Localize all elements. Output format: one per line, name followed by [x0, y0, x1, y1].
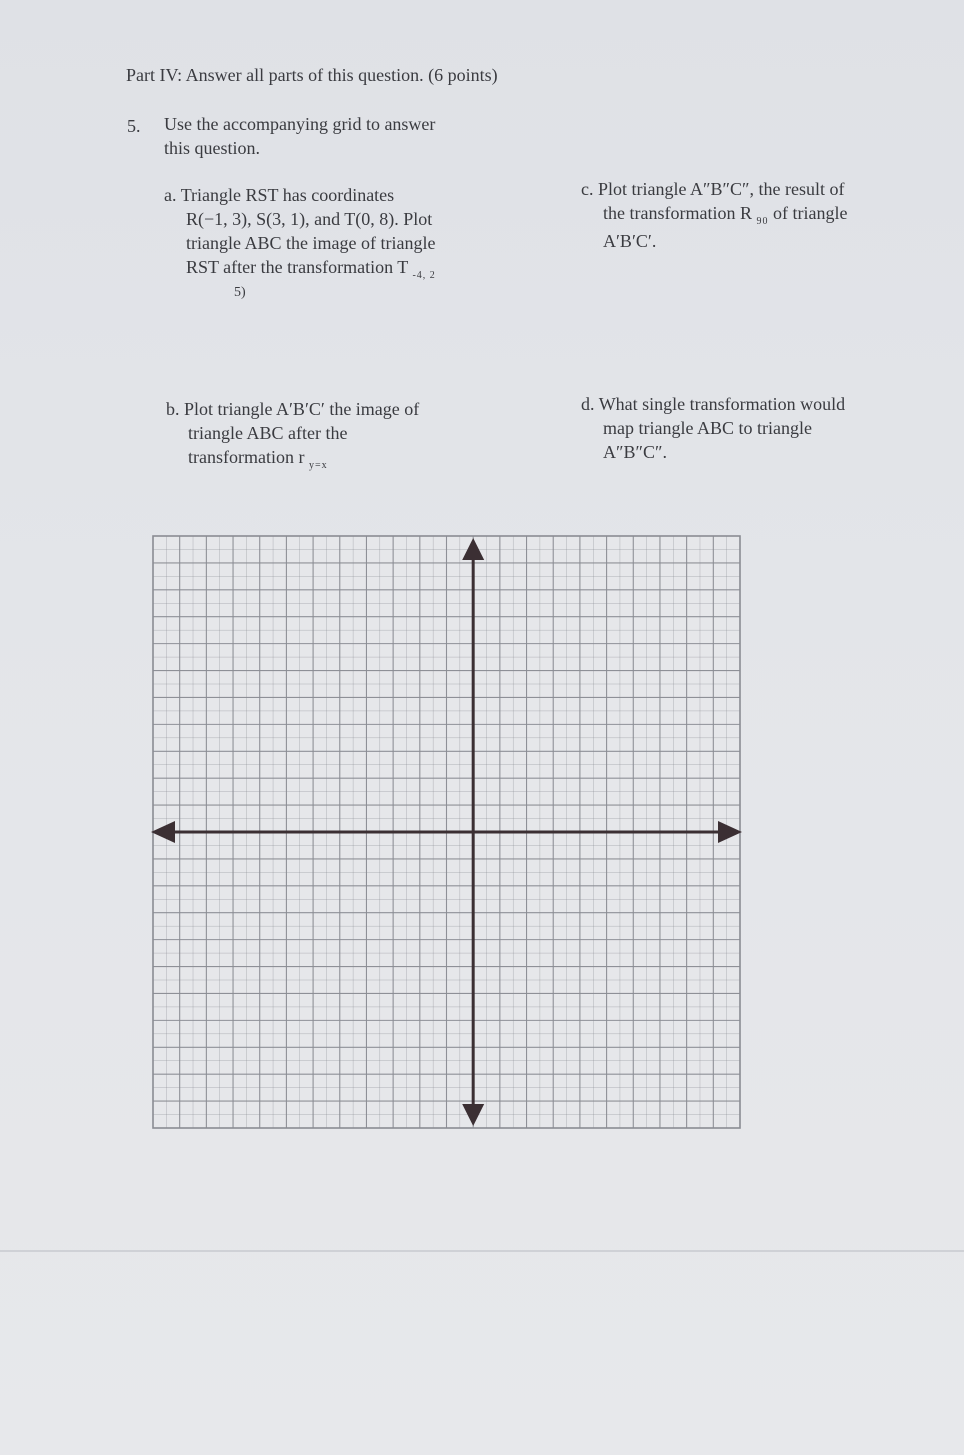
- part-a-line-3: triangle ABC the image of triangle: [186, 233, 436, 253]
- part-a-subscript: -4, 2: [412, 270, 436, 281]
- part-c-line-2b: of triangle: [772, 203, 848, 223]
- part-d-letter: d.: [581, 394, 595, 414]
- part-d: [581, 392, 845, 464]
- part-c-line-2: the transformation R: [603, 203, 752, 223]
- part-b-line-3: transformation r: [188, 447, 305, 467]
- part-a-line-4: RST after the transformation T: [186, 257, 408, 277]
- part-c-line-1: Plot triangle A″B″C″, the result of: [598, 179, 845, 199]
- part-a-line-2: R(−1, 3), S(3, 1), and T(0, 8). Plot: [186, 209, 433, 229]
- question-line-2: this question.: [164, 138, 261, 158]
- part-c-letter: c.: [581, 179, 594, 199]
- part-a-tail: 5): [234, 285, 246, 300]
- question-text: [164, 112, 435, 160]
- part-b-subscript: y=x: [308, 460, 328, 471]
- coordinate-grid-svg[interactable]: [149, 532, 744, 1132]
- section-heading: Part IV: Answer all parts of this question. (6 points): [126, 65, 498, 85]
- part-c: [581, 177, 847, 253]
- part-b-line-2: triangle ABC after the: [188, 423, 348, 443]
- part-d-line-2: map triangle ABC to triangle: [603, 418, 812, 438]
- part-d-line-1: What single transformation would: [598, 394, 846, 414]
- question-line-1: Use the accompanying grid to answer: [164, 114, 436, 134]
- question-number: 5.: [127, 116, 141, 136]
- part-c-line-3: A′B′C′.: [603, 231, 657, 251]
- part-a: [164, 183, 436, 303]
- part-b-line-1: Plot triangle A′B′C′ the image of: [184, 399, 420, 419]
- part-c-subscript: 90: [756, 216, 769, 227]
- part-b-letter: b.: [166, 399, 180, 419]
- part-a-line-1: Triangle RST has coordinates: [180, 185, 395, 205]
- part-a-letter: a.: [164, 185, 177, 205]
- part-d-line-3: A″B″C″.: [603, 442, 668, 462]
- coordinate-grid[interactable]: [149, 532, 744, 1132]
- page-fold-line: [0, 1250, 964, 1252]
- part-b: [166, 397, 419, 473]
